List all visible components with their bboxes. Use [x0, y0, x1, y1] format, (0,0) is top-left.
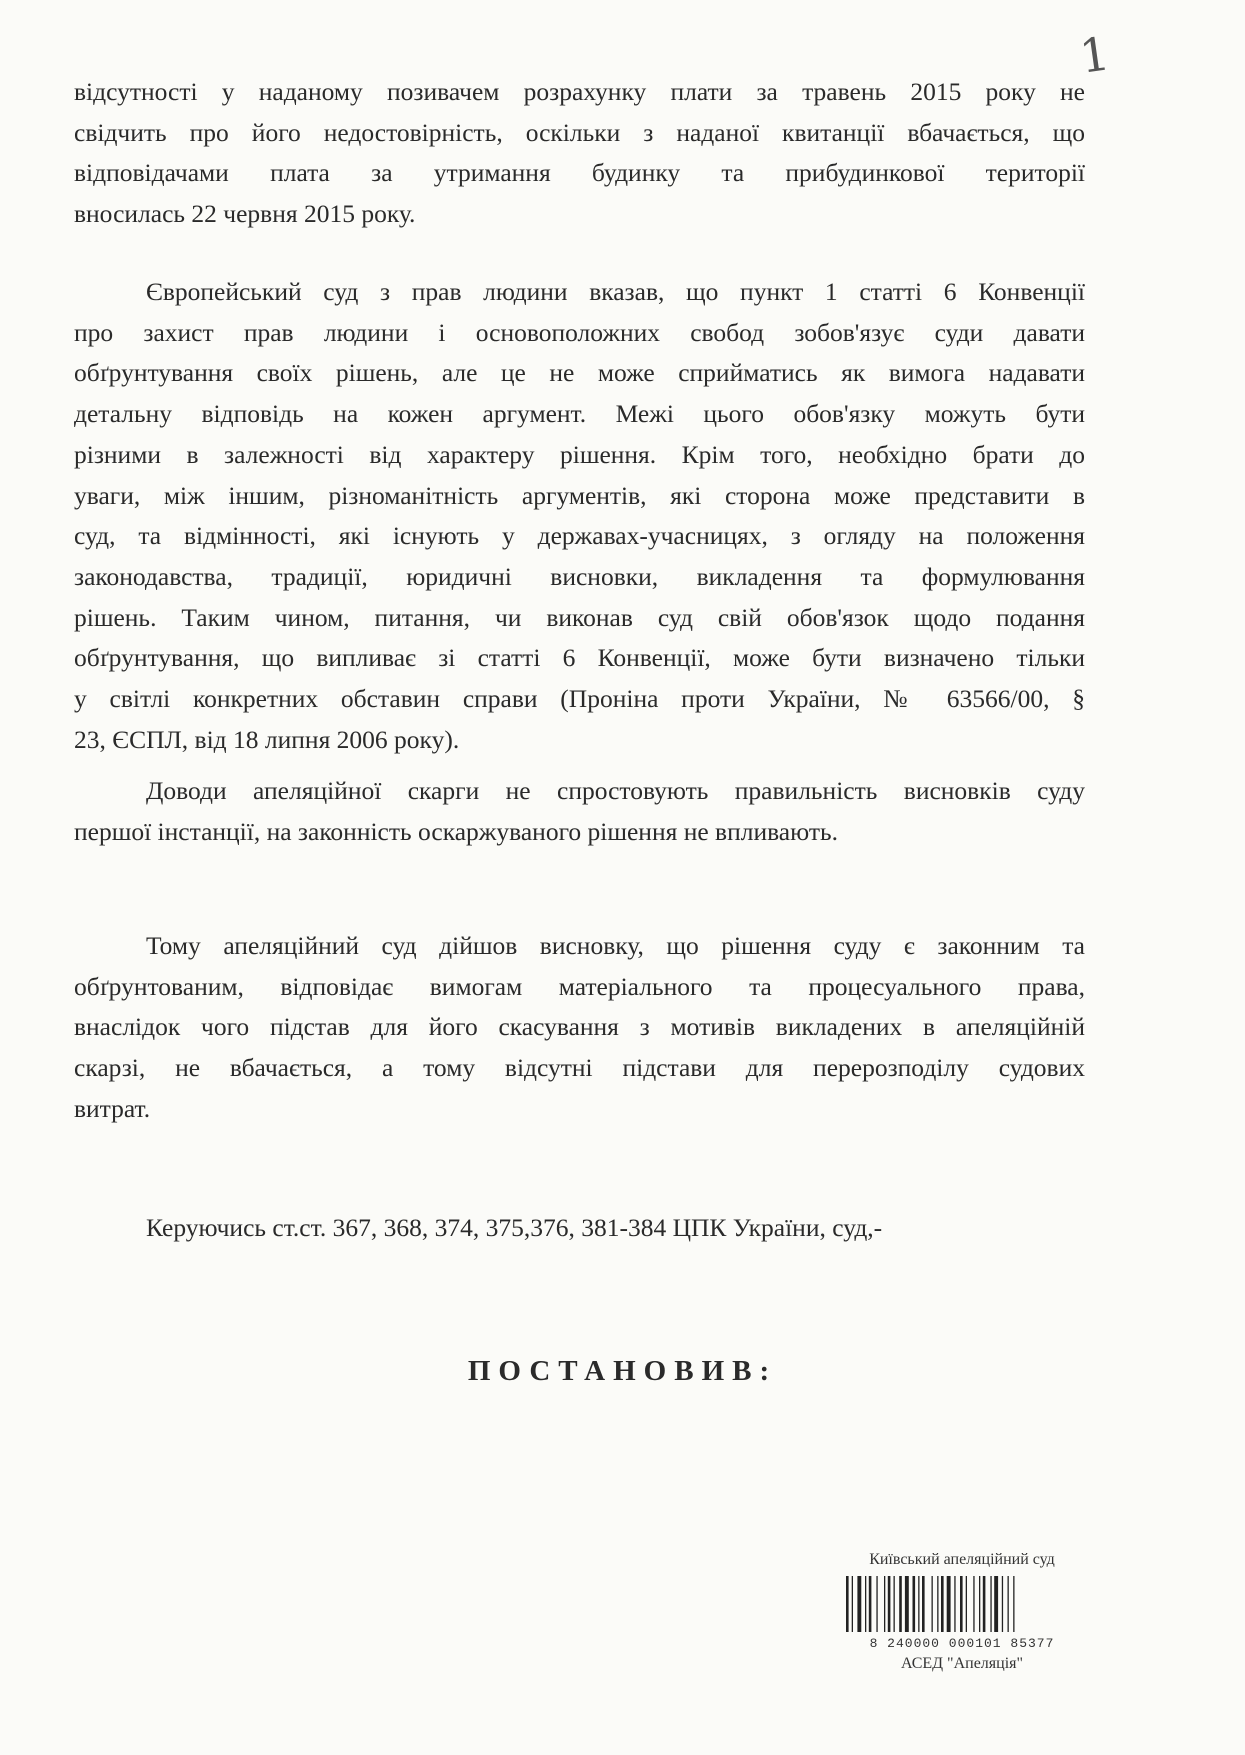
text-line: обґрунтування, що випливає зі статті 6 Конвенції, може бути визначено тільки — [74, 643, 1085, 673]
stamp-system-name: АСЕД "Апеляція" — [900, 1655, 1024, 1672]
paragraph-conclusion — [74, 926, 1085, 1130]
text-line: рішень. Таким чином, питання, чи виконав суд свій обов'язок щодо подання — [74, 602, 1085, 632]
text-line: суд, та відмінності, які існують у державах-учасницях, з огляду на положення — [74, 521, 1085, 551]
text-line: про захист прав людини і основоположних свобод зобов'язує суди давати — [74, 317, 1085, 347]
text-line: обґрунтування своїх рішень, але це не може сприйматись як вимога надавати — [74, 358, 1085, 388]
court-stamp — [838, 1550, 1086, 1674]
paragraph-payment — [74, 72, 1085, 235]
paragraph-appeal-arguments — [74, 771, 1085, 852]
barcode-icon — [842, 1576, 1082, 1632]
text-line: уваги, між іншим, різноманітність аргументів, які сторона може представити в — [74, 480, 1085, 510]
text-line: різними в залежності від характеру рішення. Крім того, необхідно брати до — [74, 439, 1085, 469]
text-line: витрат. — [74, 1093, 151, 1123]
text-line: свідчить про його недостовірність, оскільки з наданої квитанції вбачається, що — [74, 117, 1085, 147]
text-line: скарзі, не вбачається, а тому відсутні підстави для перерозподілу судових — [74, 1053, 1085, 1083]
text-line: Керуючись ст.ст. 367, 368, 374, 375,376, 381-384 ЦПК України, суд,- — [146, 1213, 883, 1242]
page-handwritten-mark: 1 — [1076, 26, 1113, 84]
text-line: обґрунтованим, відповідає вимогам матеріального та процесуального права, — [74, 971, 1085, 1001]
text-line: відсутності у наданому позивачем розрахунку плати за травень 2015 року не — [74, 77, 1085, 106]
paragraph-legal-basis — [74, 1208, 1085, 1249]
text-line: відповідачами плата за утримання будинку та прибудинкової території — [74, 158, 1085, 188]
text-line: Європейський суд з прав людини вказав, що пункт 1 статті 6 Конвенції — [146, 277, 1085, 306]
text-line: першої інстанції, на законність оскаржуваного рішення не впливають. — [74, 816, 838, 846]
text-line: 23, ЄСПЛ, від 18 липня 2006 року). — [74, 724, 460, 754]
text-line: внаслідок чого підстав для його скасування з мотивів викладених в апеляційній — [74, 1012, 1085, 1042]
resolution-heading: ПОСТАНОВИВ: — [467, 1355, 778, 1387]
paragraph-echr — [74, 272, 1085, 760]
text-line: детальну відповідь на кожен аргумент. Межі цього обов'язку можуть бути — [74, 399, 1085, 429]
text-line: у світлі конкретних обставин справи (Проніна проти України, № 63566/00, § — [74, 684, 1085, 714]
text-line: Доводи апеляційної скарги не спростовують правильність висновків суду — [146, 776, 1085, 805]
barcode-number: 8 240000 000101 85377 — [869, 1636, 1055, 1651]
text-line: Тому апеляційний суд дійшов висновку, що рішення суду є законним та — [146, 931, 1085, 960]
text-line: законодавства, традиції, юридичні висновки, викладення та формулювання — [74, 561, 1085, 591]
stamp-court-name: Київський апеляційний суд — [869, 1551, 1055, 1568]
text-line: вносилась 22 червня 2015 року. — [74, 199, 416, 229]
